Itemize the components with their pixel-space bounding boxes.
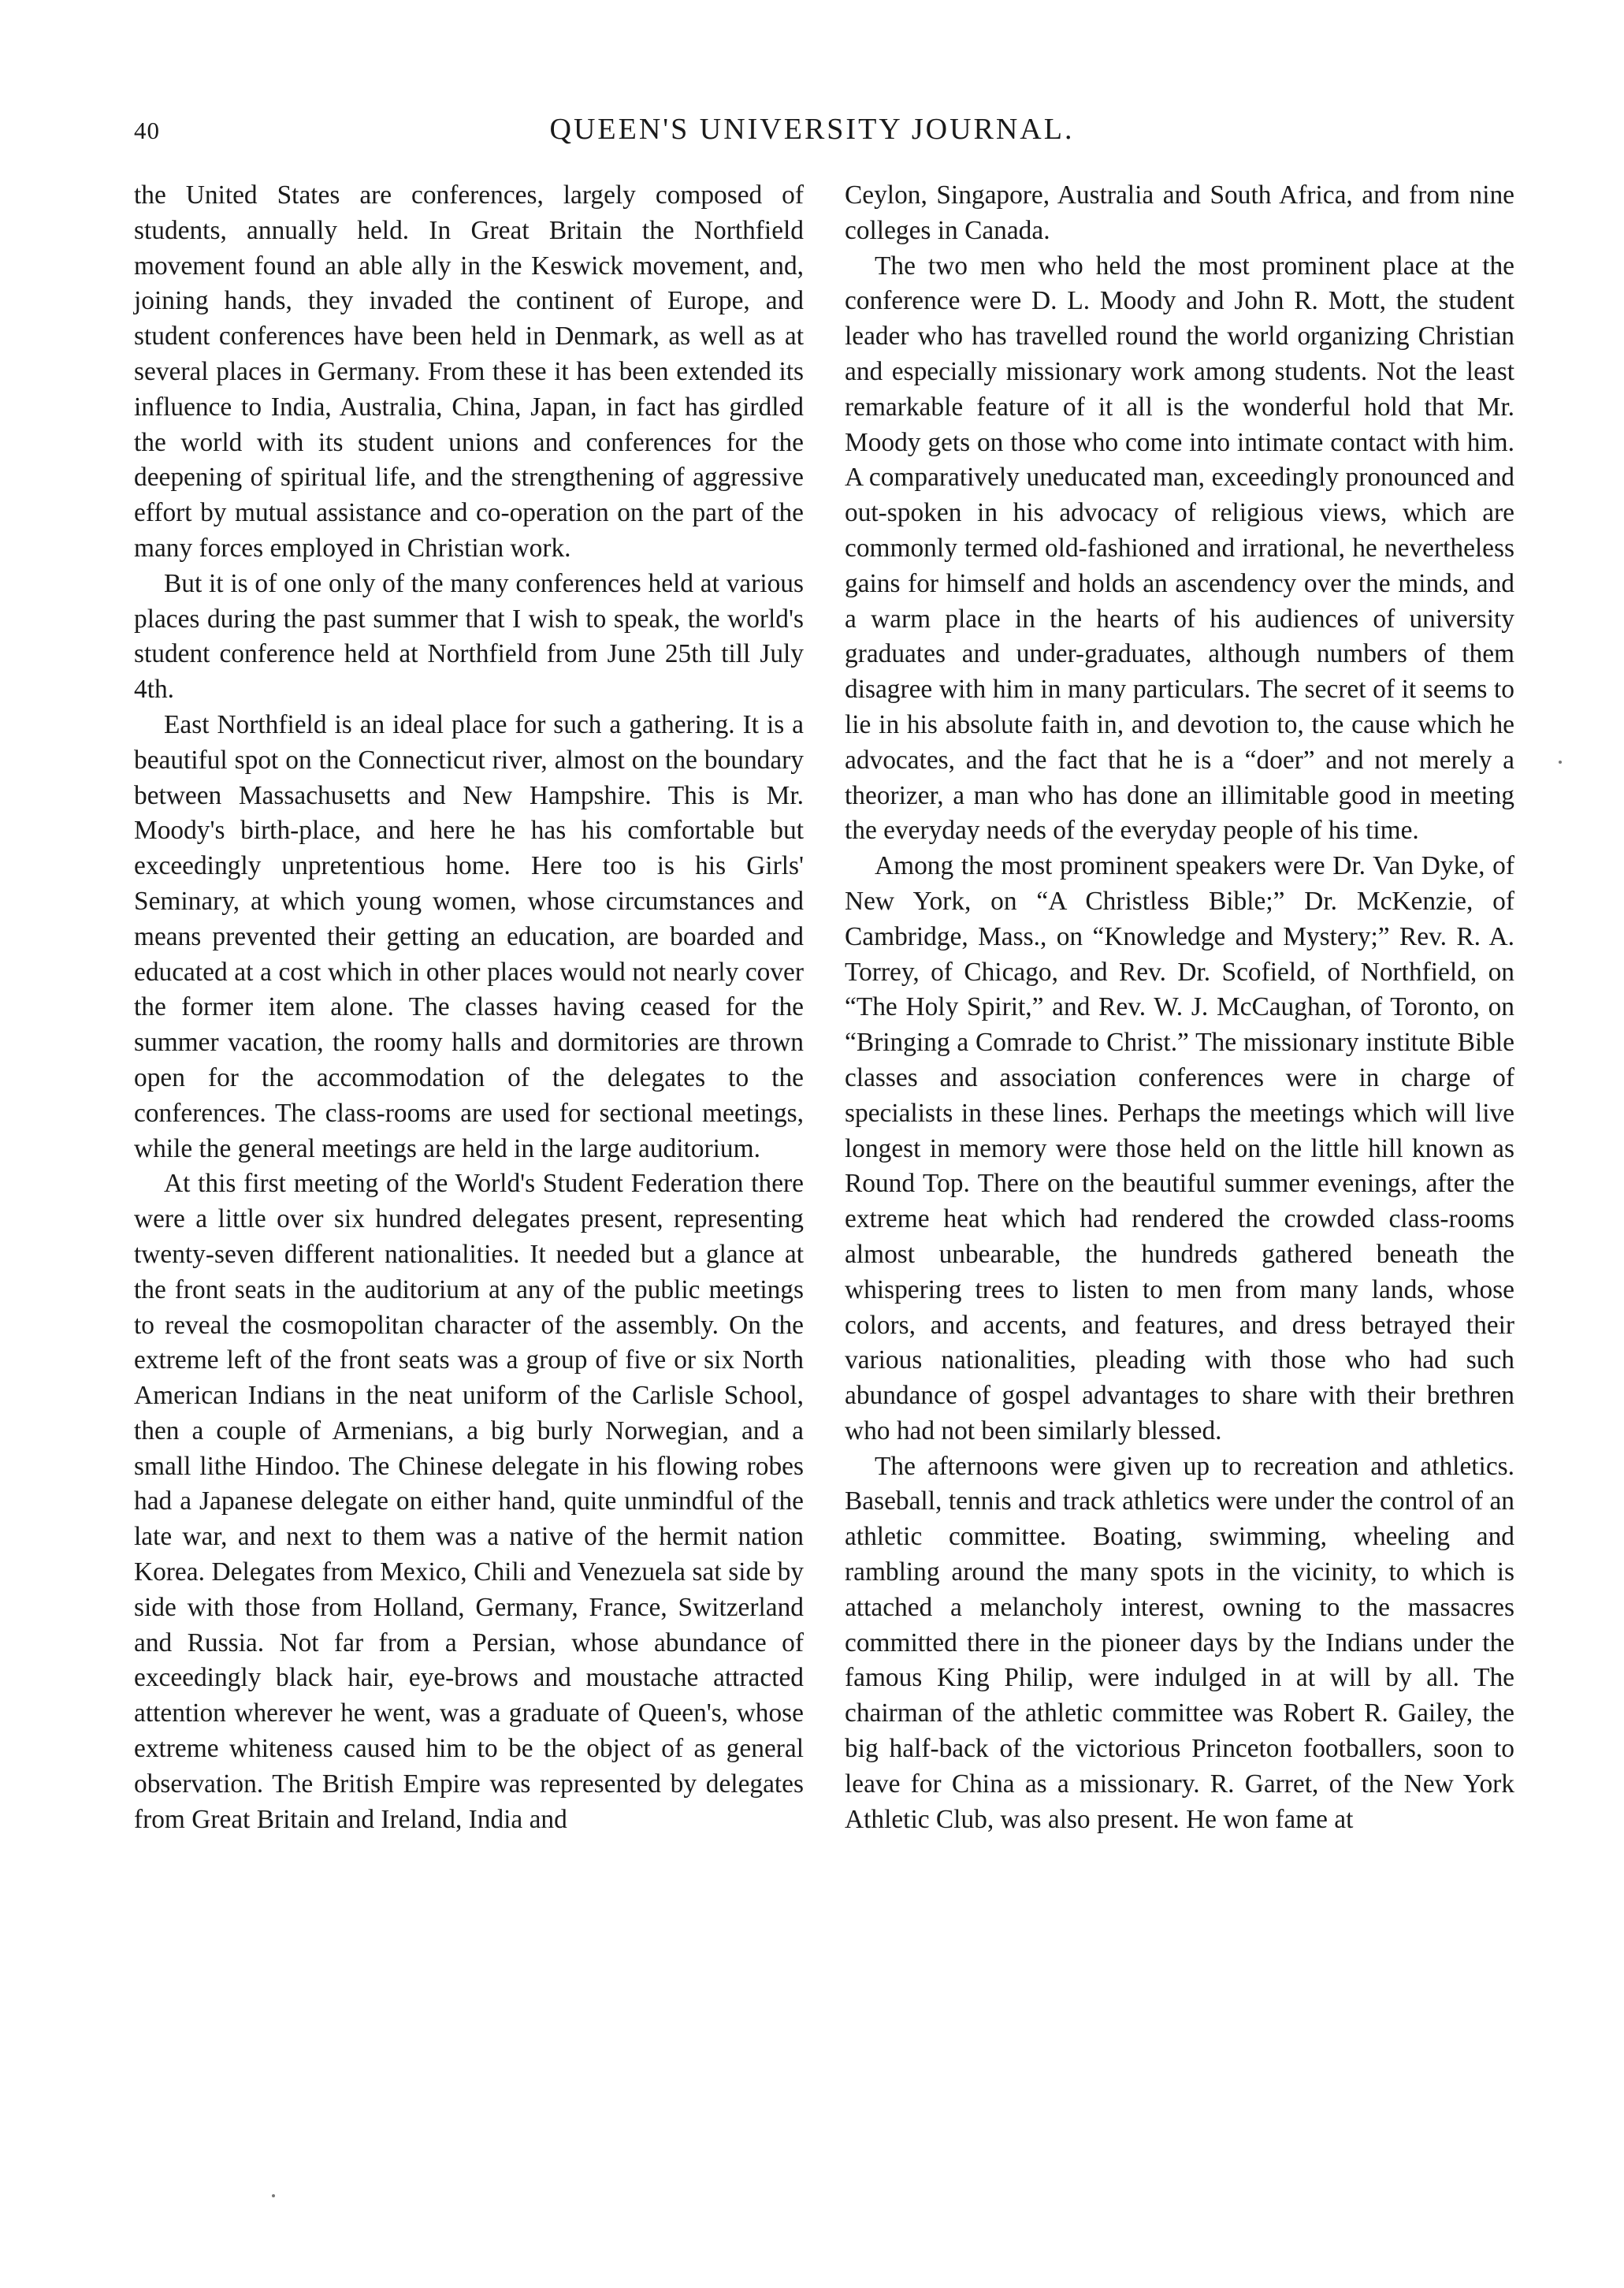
scan-speck [1559,761,1562,764]
paragraph: the United States are conferences, largely composed of students, annually held. In Great Britain the Northfield movement found an able ally in the Keswick movement, and, joining hands, they invaded the continent of Europe, and student conferences have been held in Denmark, as well as at several places in Germany. From these it has been extended its influence to India, Australia, China, Japan, in fact has girdled the world with its student unions and conferences for the deepening of spiritual life, and the strengthening of aggressive effort by mutual assistance and co-operation on the part of the many forces employed in Christian work. [134,180,804,563]
paragraph: Ceylon, Singapore, Australia and South Africa, and from nine colleges in Canada. [845,180,1514,245]
paragraph: Among the most prominent speakers were Dr. Van Dyke, of New York, on “A Christless Bible;” Dr. McKenzie, of Cambridge, Mass., on “Knowledge and Mystery;” Rev. R. A. Torrey, of Chicago, and Rev. Dr. Scofield, of Northfield, on “The Holy Spirit,” and Rev. W. J. McCaughan, of Toronto, on “Bringing a Comrade to Christ.” The missionary institute Bible classes and association conferences were in charge of specialists in these lines. Perhaps the meetings which will live longest in memory were those held on the little hill known as Round Top. There on the beautiful summer evenings, after the extreme heat which had rendered the crowded class-rooms almost unbearable, the hundreds gathered beneath the whispering trees to listen to men from many lands, whose colors, and accents, and features, and dress betrayed their various nationalities, pleading with those who had such abundance of gospel advantages to share with their brethren who had not been similarly blessed. [845,851,1514,1445]
scan-speck [272,2194,275,2197]
paragraph: East Northfield is an ideal place for such a gathering. It is a beautiful spot on the Connecticut river, almost on the boundary between Massachusetts and New Hampshire. This is Mr. Moody's birth-place, and here he has his comfortable but exceedingly unpretentious home. Here too is his Girls' Seminary, at which young women, whose circumstances and means prevented their getting an education, are boarded and educated at a cost which in other places would not nearly cover the former item alone. The classes having ceased for the summer vacation, the roomy halls and dormitories are thrown open for the accommodation of the delegates to the conferences. The class-rooms are used for sectional meetings, while the general meetings are held in the large auditorium. [134,709,804,1163]
journal-title: QUEEN'S UNIVERSITY JOURNAL. [549,113,1075,146]
left-column [134,178,804,1837]
paragraph: The afternoons were given up to recreation and athletics. Baseball, tennis and track athletics were under the control of an athletic committee. Boating, swimming, wheeling and rambling around the many spots in the vicinity, to which is attached a melancholy interest, owning to the massacres committed there in the pioneer days by the Indians under the famous King Philip, were indulged in at will by all. The chairman of the athletic committee was Robert R. Gailey, the big half-back of the victorious Princeton footballers, soon to leave for China as a missionary. R. Garret, of the New York Athletic Club, was also present. He won fame at [845,1451,1514,1834]
right-column [845,178,1514,1837]
paragraph: The two men who held the most prominent place at the conference were D. L. Moody and John R. Mott, the student leader who has travelled round the world organizing Christian and especially missionary work among students. Not the least remarkable feature of it all is the wonderful hold that Mr. Moody gets on those who come into intimate contact with him. A comparatively uneducated man, exceedingly pronounced and out-spoken in his advocacy of religious views, which are commonly termed old-fashioned and irrational, he nevertheless gains for himself and holds an ascendency over the minds, and a warm place in the hearts of his audiences of university graduates and under-graduates, although numbers of them disagree with him in many particulars. The secret of it seems to lie in his absolute faith in, and devotion to, the cause which he advocates, and the fact that he is a “doer” and not merely a theorizer, a man who has done an illimitable good in meeting the everyday needs of the everyday people of his time. [845,251,1514,846]
page-number: 40 [134,117,160,144]
paragraph: But it is of one only of the many conferences held at various places during the past summer that I wish to speak, the world's student conference held at Northfield from June 25th till July 4th. [134,568,804,705]
paragraph: At this first meeting of the World's Student Federation there were a little over six hundred delegates present, representing twenty-seven different nationalities. It needed but a glance at the front seats in the auditorium at any of the public meetings to reveal the cosmopolitan character of the assembly. On the extreme left of the front seats was a group of five or six North American Indians in the neat uniform of the Carlisle School, then a couple of Armenians, a big burly Norwegian, and a small lithe Hindoo. The Chinese delegate in his flowing robes had a Japanese delegate on either hand, quite unmindful of the late war, and next to them was a native of the hermit nation Korea. Delegates from Mexico, Chili and Venezuela sat side by side with those from Holland, Germany, France, Switzerland and Russia. Not far from a Persian, whose abundance of exceedingly black hair, eye-brows and moustache attracted attention wherever he went, was a graduate of Queen's, whose extreme whiteness caused him to be the object of as general observation. The British Empire was represented by delegates from Great Britain and Ireland, India and [134,1169,804,1834]
